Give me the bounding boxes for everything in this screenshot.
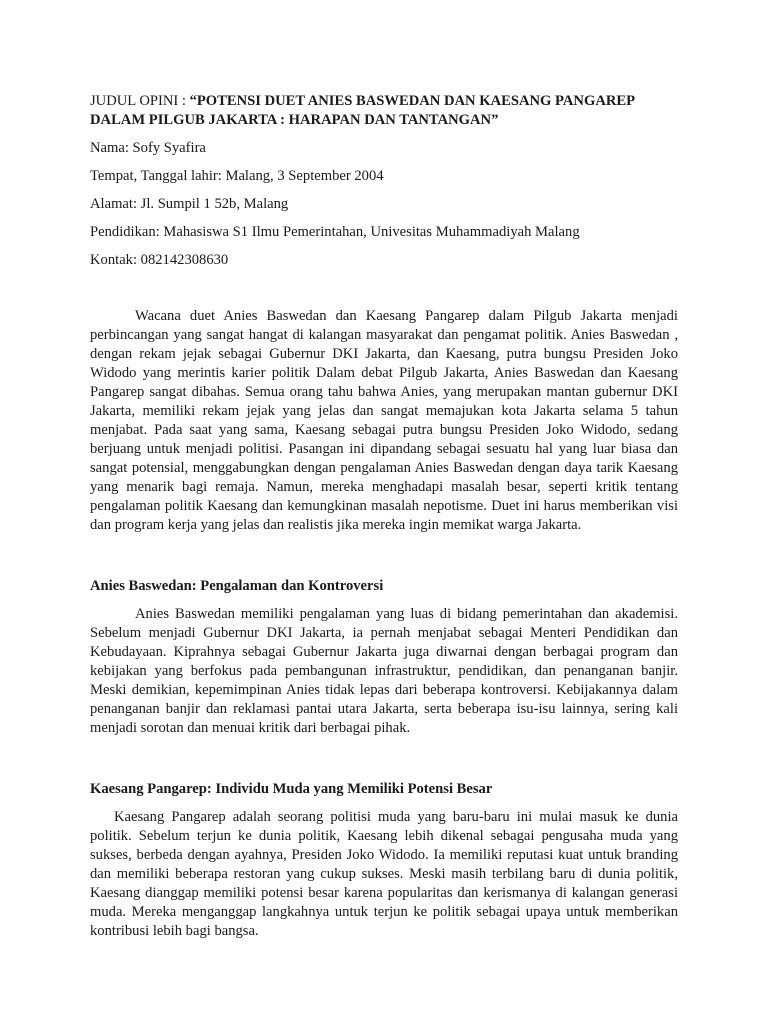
birth-place-date: Tempat, Tanggal lahir: Malang, 3 September 2004 [90,168,384,184]
author-education: Pendidikan: Mahasiswa S1 Ilmu Pemerintahan, Univesitas Muhammadiyah Malang [90,224,580,240]
section-heading-anies: Anies Baswedan: Pengalaman dan Kontroversi [90,578,384,594]
title-main: “POTENSI DUET ANIES BASWEDAN DAN KAESANG PANGAREP DALAM PILGUB JAKARTA : HARAPAN DAN TANTANGAN” [90,93,635,128]
section-body-anies: Anies Baswedan memiliki pengalaman yang luas di bidang pemerintahan dan akademisi. Sebelum menjadi Gubernur DKI Jakarta, ia pernah menjabat sebagai Menteri Pendidikan dan Kebudayaan. Kiprahnya sebagai Gubernur Jakarta juga diwarnai dengan berbagai program dan kebijakan yang berfokus pada pembangunan infrastruktur, pendidikan, dan penanganan banjir. Meski demikian, kepemimpinan Anies tidak lepas dari beberapa kontroversi. Kebijakannya dalam penanganan banjir dan reklamasi pantai utara Jakarta, serta beberapa isu-isu lainnya, sering kali menjadi sorotan dan menuai kritik dari berbagai pihak. [90,606,678,736]
author-contact: Kontak: 082142308630 [90,252,229,268]
author-address: Alamat: Jl. Sumpil 1 52b, Malang [90,196,289,212]
section-heading-kaesang: Kaesang Pangarep: Individu Muda yang Memiliki Potensi Besar [90,781,493,797]
document-page [90,92,678,941]
opinion-title [90,92,678,130]
intro-paragraph: Wacana duet Anies Baswedan dan Kaesang Pangarep dalam Pilgub Jakarta menjadi perbincangan yang sangat hangat di kalangan masyarakat dan pengamat politik. Anies Baswedan , dengan rekam jejak sebagai Gubernur DKI Jakarta, dan Kaesang, putra bungsu Presiden Joko Widodo yang merintis karier politik Dalam debat Pilgub Jakarta, Anies Baswedan dan Kaesang Pangarep sangat dibahas. Semua orang tahu bahwa Anies, yang merupakan mantan gubernur DKI Jakarta, memiliki rekam jejak yang jelas dan sangat memajukan kota Jakarta selama 5 tahun menjabat. Pada saat yang sama, Kaesang sebagai putra bungsu Presiden Joko Widodo, sedang berjuang untuk menjadi politisi. Pasangan ini dipandang sebagai sesuatu hal yang luar biasa dan sangat potensial, menggabungkan dengan pengalaman Anies Baswedan dengan daya tarik Kaesang yang menarik bagi remaja. Namun, mereka menghadapi masalah besar, seperti kritik tentang pengalaman politik Kaesang dan kemungkinan masalah nepotisme. Duet ini harus memberikan visi dan program kerja yang jelas dan realistis jika mereka ingin memikat warga Jakarta. [90,308,678,533]
section-body-kaesang: Kaesang Pangarep adalah seorang politisi muda yang baru-baru ini mulai masuk ke dunia politik. Sebelum terjun ke dunia politik, Kaesang lebih dikenal sebagai pengusaha muda yang sukses, berbeda dengan ayahnya, Presiden Joko Widodo. Ia memiliki reputasi kuat untuk branding dan memiliki beberapa restoran yang cukup sukses. Meski masih terbilang baru di dunia politik, Kaesang dianggap memiliki potensi besar karena popularitas dan kerismanya di kalangan generasi muda. Mereka menganggap langkahnya untuk terjun ke politik sebagai upaya untuk memberikan kontribusi lebih bagi bangsa. [90,809,678,939]
title-prefix: JUDUL OPINI : [90,93,190,109]
author-name: Nama: Sofy Syafira [90,140,206,156]
